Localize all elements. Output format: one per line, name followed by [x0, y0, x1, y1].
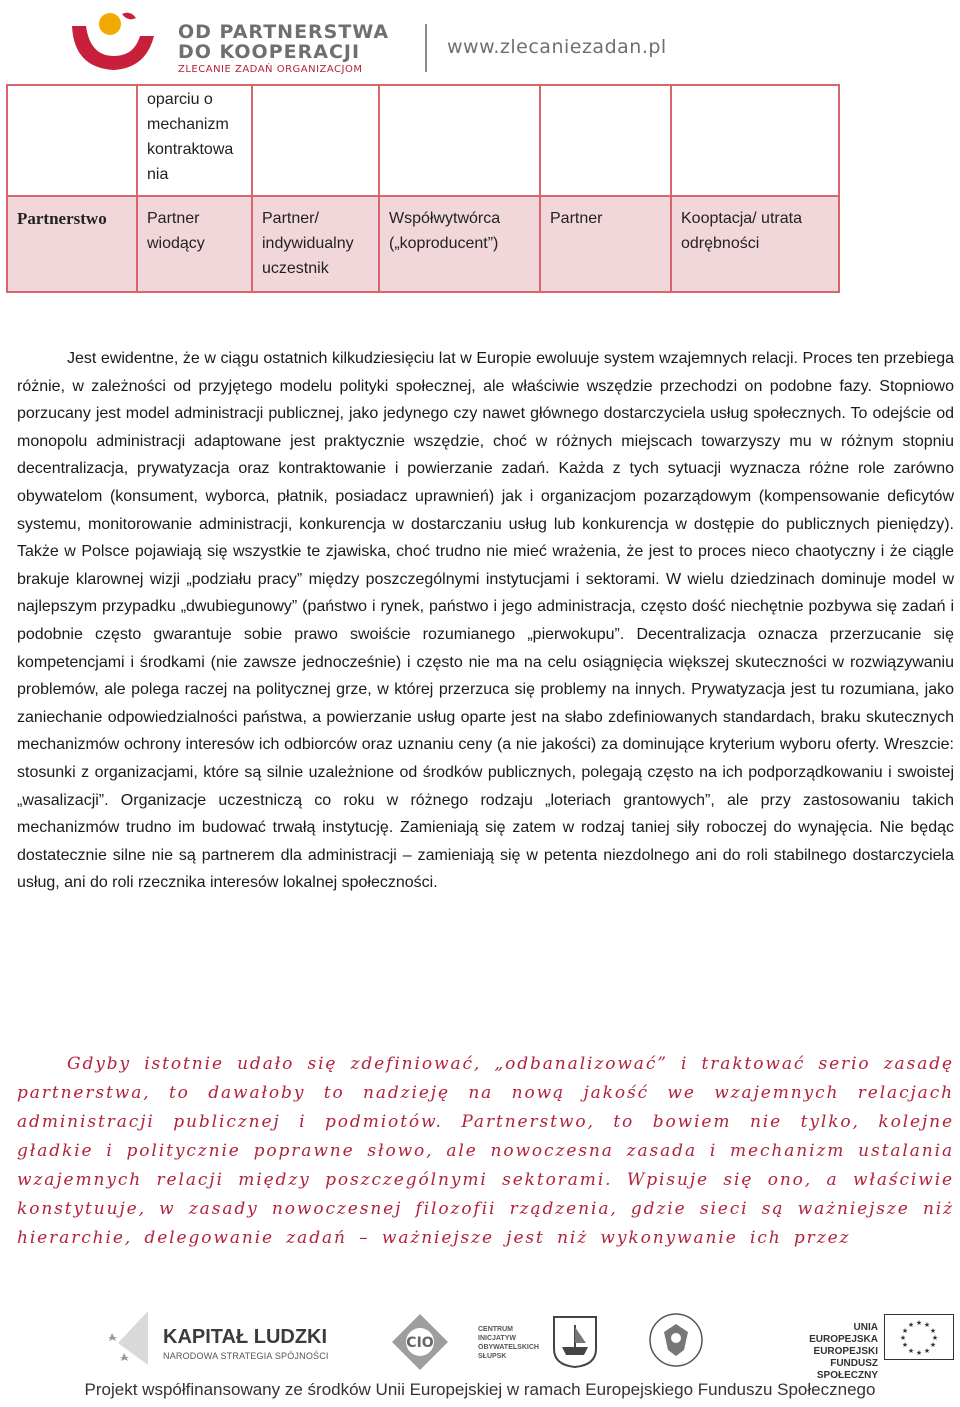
eu-line3: FUNDUSZ SPOŁECZNY [816, 1358, 878, 1381]
svg-text:★: ★ [915, 1349, 923, 1357]
logo-tagline: ZLECANIE ZADAŃ ORGANIZACJOM [178, 64, 363, 75]
eu-line2: EUROPEJSKI [813, 1346, 878, 1357]
svg-text:★: ★ [907, 1321, 915, 1329]
svg-text:★: ★ [929, 1341, 937, 1349]
table-cell: Partner/ indywidualny uczestnik [252, 196, 379, 292]
university-crest-icon [648, 1310, 704, 1372]
eu-line1: UNIA EUROPEJSKA [809, 1322, 878, 1345]
body-paragraph: Jest ewidentne, że w ciągu ostatnich kilkudziesięciu lat w Europie ewoluuje system wzajemnych relacji. Proces ten przebiega różnie, w zależności od przyjętego modelu polityki społecznej, ale właściwie wszędzie przechodzi on podobne fazy. Stopniowo porzucany jest model administracji publicznej, jako jedynego czy nawet głównego dostarczyciela usług społecznych. To odejście od monopolu administracji adaptowane jest praktycznie wszędzie, choć w różnych miejscach towarzyszy mu w różnym stopniu decentralizacja, prywatyzacja oraz kontraktowanie i powierzanie zadań. Każda z tych sytuacji wyznacza różne role zarówno obywatelom (konsument, wyborca, płatnik, posiadacz uprawnień) jak i organizacjom pozarządowym (kompensowanie deficytów systemu, monitorowanie administracji, konkurencja w dostarczaniu usług lub konkurencja w dostępie do publicznych pieniędzy). Także w Polsce pojawiają się wszystkie te zjawiska, choć trudno nie mieć wrażenia, że jest to proces nieco chaotyczny i że ciągle brakuje klarownej wizji „podziału pracy” między poszczególnymi instytucjami i sektorami. W wielu dziedzinach dominuje model w najlepszym przypadku „dwubiegunowy” (państwo i rynek, państwo i jego administracja, często dość niechętnie pozbywa się zadań i podobnie często gwarantuje sobie prawo swoiście rozumianego „pierwokupu”. Decentralizacja oznacza przerzucanie się kompetencjami i środkami (nie zawsze jednocześnie) i często nie ma na celu osiągnięcia większej skuteczności w rozwiązywaniu problemów, ale polega raczej na politycznej grze, w której przerzuca się problemy na innych. Prywatyzacja jest tu rozumiana, jako zaniechanie odpowiedzialności państwa, a powierzanie usług oparte jest na słabo zdefiniowanych standardach, braku skutecznych mechanizmów ochrony interesów ich odbiorców oraz uznaniu ceny (a nie jakości) za dominujące kryterium wyboru oferty. Wreszcie: stosunki z organizacjami, które są silnie uzależnione od środków publicznych, polegają często na ich podporządkowaniu i swoistej „wasalizacji”. Organizacje uczestniczą co roku w różnego rodzaju „loteriach grantowych”, ale przy zastosowaniu takich mechanizmów trudno im budować trwałą instytucję. Zamieniają się zatem w rodzaj taniej siły roboczej do wynajęcia. Nie będąc dostatecznie silne nie są partnerem dla administracji – zamieniają się w petenta niezdolnego ani do roli stabilnego dostarczyciela usług, ani do roli rzecznika interesów lokalnej społeczności. [17, 350, 954, 892]
eu-flag-icon [884, 1314, 954, 1360]
table-cell [540, 85, 671, 196]
logo-title-line2: DO KOOPERACJI [178, 41, 361, 63]
svg-text:★: ★ [915, 1319, 923, 1327]
table-row-header: Partnerstwo [7, 196, 137, 292]
partnership-logo-icon [68, 8, 160, 76]
svg-text:★: ★ [923, 1347, 931, 1355]
comparison-table [6, 84, 840, 293]
table-cell: Partner wiodący [137, 196, 252, 292]
eu-stars-icon [108, 1303, 154, 1373]
table-cell [671, 85, 839, 196]
svg-text:★: ★ [929, 1327, 937, 1335]
header-url: www.zlecaniezadan.pl [447, 36, 667, 58]
cio-text: CENTRUM INICJATYW OBYWATELSKICH SŁUPSK [478, 1326, 539, 1360]
table-cell [7, 85, 137, 196]
svg-text:★: ★ [931, 1334, 939, 1342]
svg-text:★: ★ [899, 1334, 907, 1342]
table-cell: Kooptacja/ utrata odrębności [671, 196, 839, 292]
kapital-ludzki-title: KAPITAŁ LUDZKI [163, 1326, 328, 1348]
table-cell [379, 85, 540, 196]
logo-title-line1: OD PARTNERSTWA [178, 21, 390, 43]
svg-text:★: ★ [901, 1341, 909, 1349]
highlighted-quote: Gdyby istotnie udało się zdefiniować, „odbanalizować” i traktować serio zasadę partnerstwa, to dawałoby to nadzieję na nową jakość we wzajemnych relacjach administracji publicznej i podmiotów. Partnerstwo, to bowiem nie tylko, kolejne gładkie i politycznie poprawne słowo, ale nowoczesna zasada i mechanizm ustalania wzajemnych relacji między poszczególnymi sektorami. Wpisuje się ono, a właściwie konstytuuje, w zasady nowoczesnej filozofii rządzenia, gdzie sieci są ważniejsze niż hierarchie, delegowanie zadań – ważniejsze jest niż wykonywanie ich przez [17, 1054, 954, 1248]
svg-text:CIO: CIO [406, 1335, 434, 1351]
cofinancing-note: Projekt współfinansowany ze środków Unii Europejskiej w ramach Europejskiego Funduszu Społecznego [84, 1380, 876, 1399]
ship-crest-icon [550, 1313, 600, 1369]
svg-text:★: ★ [907, 1347, 915, 1355]
table-row [7, 196, 839, 292]
svg-text:★: ★ [923, 1321, 931, 1329]
table-row [7, 85, 839, 196]
table-cell: Współwytwórca („koproducent”) [379, 196, 540, 292]
header-divider [425, 24, 427, 72]
table-cell: oparciu o mechanizm kontraktowa nia [137, 85, 252, 196]
svg-text:★: ★ [901, 1327, 909, 1335]
page-header [0, 0, 960, 80]
table-cell [252, 85, 379, 196]
kapital-ludzki-subtitle: NARODOWA STRATEGIA SPÓJNOŚCI [163, 1351, 329, 1361]
eu-text [784, 1322, 878, 1382]
cio-logo-icon [390, 1312, 450, 1372]
table-cell: Partner [540, 196, 671, 292]
